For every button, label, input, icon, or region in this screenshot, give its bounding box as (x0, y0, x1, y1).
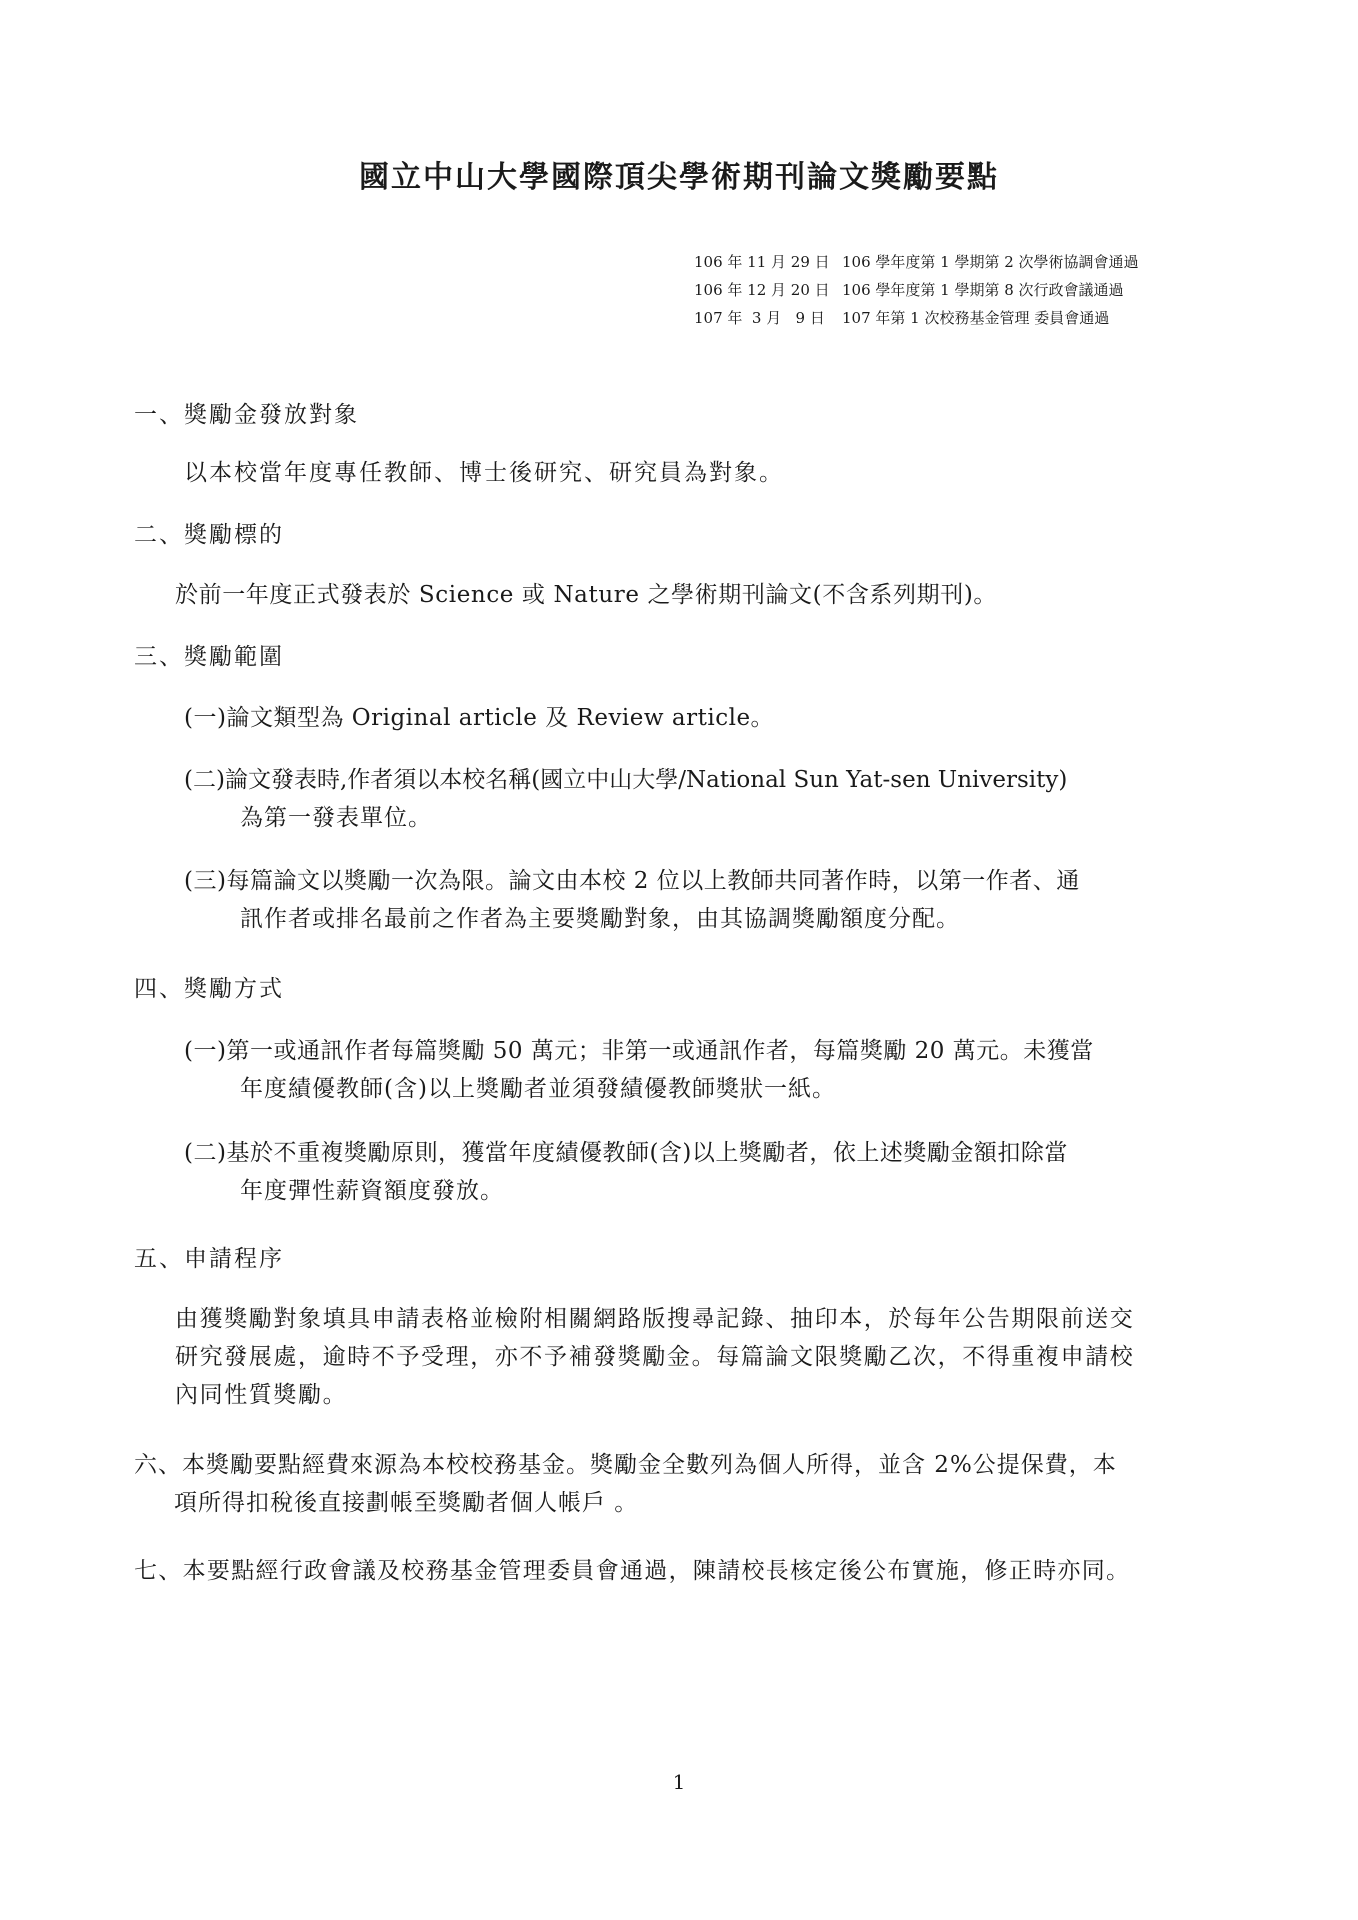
section-6-line: 六、本獎勵要點經費來源為本校校務基金。獎勵金全數列為個人所得，並含 2%公提保費，本 (134, 1452, 1117, 1478)
item-line: (一)第一或通訊作者每篇獎勵 50 萬元；非第一或通訊作者，每篇獎勵 20 萬元。未獲當 (184, 1038, 1094, 1064)
item-line: (二)基於不重複獎勵原則，獲當年度績優教師(含)以上獎勵者，依上述獎勵金額扣除當 (184, 1140, 1068, 1166)
paragraph-line: 研究發展處，逾時不予受理，亦不予補發獎勵金。每篇論文限獎勵乙次，不得重複申請校 (175, 1344, 1135, 1370)
section-6 (134, 1446, 1244, 1522)
paragraph-line: 內同性質獎勵。 (175, 1382, 348, 1408)
section-4-item-1 (184, 1032, 1234, 1108)
history-row (694, 276, 1139, 304)
item-line: 訊作者或排名最前之作者為主要獎勵對象，由其協調獎勵額度分配。 (240, 906, 960, 932)
section-2-heading: 二、獎勵標的 (134, 522, 284, 548)
section-5-body (175, 1300, 1235, 1414)
item-line: 年度彈性薪資額度發放。 (240, 1178, 504, 1204)
section-7 (134, 1552, 1244, 1590)
section-3-heading: 三、獎勵範圍 (134, 644, 284, 670)
document-title: 國立中山大學國際頂尖學術期刊論文獎勵要點 (359, 160, 999, 195)
section-1-heading: 一、獎勵金發放對象 (134, 402, 359, 428)
history-row (694, 304, 1139, 332)
approval-history (694, 248, 1139, 332)
section-7-line: 七、本要點經行政會議及校務基金管理委員會通過，陳請校長核定後公布實施，修正時亦同。 (134, 1558, 1131, 1584)
history-event: 107 年第 1 次校務基金管理 委員會通過 (842, 309, 1110, 327)
history-date: 106 年 12 月 20 日 (694, 281, 830, 299)
section-3-item-2 (184, 761, 1234, 837)
section-1-body: 以本校當年度專任教師、博士後研究、研究員為對象。 (184, 460, 784, 486)
history-date: 107 年 3 月 9 日 (694, 309, 825, 327)
history-event: 106 學年度第 1 學期第 2 次學術協調會通過 (842, 253, 1139, 271)
section-4-heading: 四、獎勵方式 (134, 976, 284, 1002)
item-line: (一)論文類型為 Original article 及 Review article。 (184, 705, 775, 731)
page-number: 1 (672, 1770, 686, 1794)
section-4-item-2 (184, 1134, 1234, 1210)
section-2-body: 於前一年度正式發表於 Science 或 Nature 之學術期刊論文(不含系列期刊)。 (175, 582, 997, 608)
section-3-item-1 (184, 699, 1234, 737)
history-date: 106 年 11 月 29 日 (694, 253, 830, 271)
paragraph-line: 由獲獎勵對象填具申請表格並檢附相關網路版搜尋記錄、抽印本，於每年公告期限前送交 (175, 1306, 1135, 1332)
history-row (694, 248, 1139, 276)
item-line: 年度績優教師(含)以上獎勵者並須發績優教師獎狀一紙。 (240, 1076, 836, 1102)
item-line: 為第一發表單位。 (240, 805, 432, 831)
history-event: 106 學年度第 1 學期第 8 次行政會議通過 (842, 281, 1124, 299)
item-line: (二)論文發表時,作者須以本校名稱(國立中山大學/National Sun Yat-sen University) (184, 767, 1068, 793)
section-5-heading: 五、申請程序 (134, 1246, 284, 1272)
section-6-line: 項所得扣稅後直接劃帳至獎勵者個人帳戶 。 (174, 1490, 639, 1516)
item-line: (三)每篇論文以獎勵一次為限。論文由本校 2 位以上教師共同著作時，以第一作者、通 (184, 868, 1080, 894)
section-3-item-3 (184, 862, 1234, 938)
